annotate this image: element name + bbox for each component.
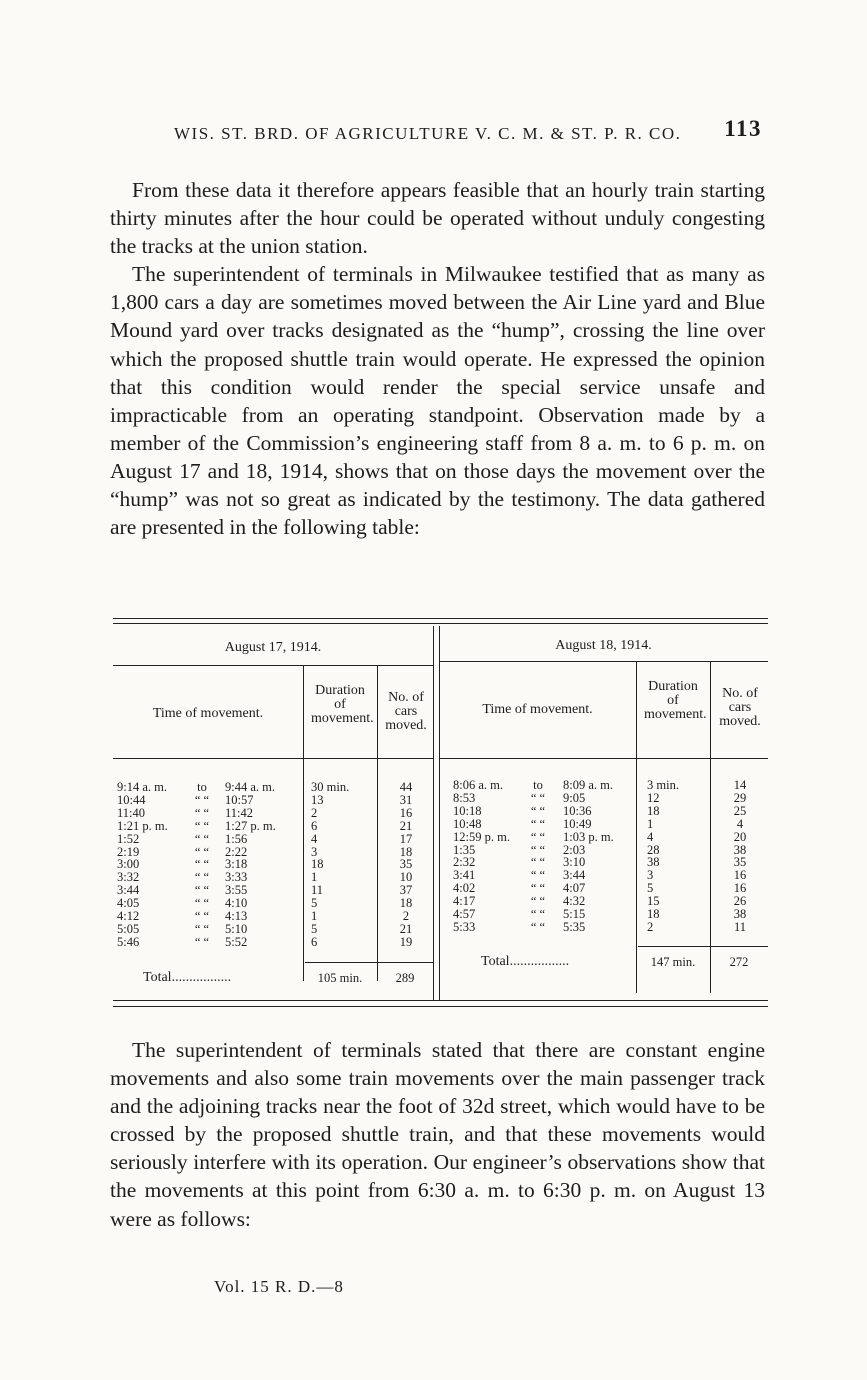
table-cell-to: 5:52 [225,934,248,949]
table-cell-ditto: “ “ [194,792,210,807]
table-cell-to: 4:07 [563,881,586,896]
table-cell-to: 5:15 [563,907,586,921]
table-cell-cars: 11 [733,919,747,934]
left-cars-header: No. of cars moved. [385,690,427,733]
table-cell-dur: 3 min. [647,778,679,792]
table-cell-cars: 26 [733,894,747,909]
table-cell-ditto: “ “ [530,855,546,870]
table-cell-from: 9:14 a. m. [117,780,167,794]
table-cell-cars: 31 [399,792,413,807]
table-cell-from: 4:05 [117,896,140,911]
table-cell-dur: 2 [311,805,318,820]
table-cell-cars: 14 [733,778,747,792]
table-cell-from: 4:57 [453,907,476,921]
table-cell-to: 9:05 [563,790,586,805]
table-cell-from: 4:17 [453,894,476,909]
table-cell-ditto: “ “ [530,842,546,857]
right-duration-header: Duration of movement. [644,679,707,722]
table-cell-ditto: to [197,780,207,794]
table-cell-dur: 5 [311,921,318,936]
table-cell-dur: 6 [311,818,318,833]
table-cell-cars: 20 [733,829,747,844]
table-cell-to: 10:49 [563,816,592,831]
table-cell-ditto: “ “ [194,831,210,846]
right-total-cars: 272 [729,955,749,969]
left-header-rule [113,758,433,759]
table-cell-from: 1:21 p. m. [117,818,168,833]
table-cell-from: 3:32 [117,870,140,885]
table-cell-dur: 18 [311,857,324,872]
table-cell-ditto: “ “ [530,894,546,909]
table-cell-cars: 16 [733,868,747,883]
left-time-header: Time of movement. [152,706,264,721]
table-cell-from: 1:35 [453,842,476,857]
table-cell-to: 3:10 [563,855,586,870]
table-cell-from: 10:44 [117,792,146,807]
table-cell-to: 2:22 [225,844,248,859]
table-cell-to: 11:42 [225,805,254,820]
table-cell-from: 5:05 [117,921,140,936]
table-cell-ditto: “ “ [530,868,546,883]
table-cell-to: 1:56 [225,831,248,846]
signature-footer: Vol. 15 R. D.—8 [214,1277,344,1296]
table-cell-dur: 3 [311,844,318,859]
body-text-top [110,176,765,541]
table-cell-ditto: “ “ [194,870,210,885]
table-cell-dur: 30 min. [311,780,350,794]
table-cell-from: 3:44 [117,883,140,898]
table-cell-dur: 12 [647,790,660,805]
table-cell-ditto: “ “ [194,921,210,936]
right-time-header: Time of movement. [482,702,593,717]
table-cell-cars: 16 [733,881,747,896]
table-cell-from: 4:02 [453,881,476,896]
table-cell-cars: 4 [736,816,744,831]
left-col-divider-2 [377,665,378,981]
table-cell-dur: 1 [647,816,654,831]
page-number: 113 [724,116,762,141]
table-cell-ditto: “ “ [530,790,546,805]
table-cell-from: 4:12 [117,909,140,923]
table-cell-dur: 18 [647,907,660,921]
table-cell-to: 10:36 [563,803,592,818]
table-cell-ditto: “ “ [194,909,210,923]
table-cell-to: 4:13 [225,909,248,923]
table-cell-from: 5:46 [117,934,140,949]
table-cell-ditto: “ “ [194,857,210,872]
table-cell-dur: 5 [311,896,318,911]
table-cell-dur: 18 [647,803,660,818]
table-cell-to: 4:10 [225,896,248,911]
table-cell-to: 3:55 [225,883,248,898]
table-cell-to: 4:32 [563,894,586,909]
left-total-label: Total................. [143,970,232,985]
table-cell-to: 9:44 a. m. [225,780,275,794]
table-cell-cars: 16 [399,805,413,820]
center-divider [433,626,434,1000]
table-cell-ditto: “ “ [194,844,210,859]
table-cell-ditto: to [533,778,543,792]
table-cell-to: 5:35 [563,919,586,934]
table-cell-from: 3:00 [117,857,140,872]
table-cell-ditto: “ “ [530,816,546,831]
table-cell-from: 2:19 [117,844,140,859]
table-cell-dur: 5 [647,881,654,896]
table-cell-ditto: “ “ [530,829,546,844]
paragraph-1: From these data it therefore appears feasible that an hourly train starting thirty minutes after the hour could be operated without unduly congesting the tracks at the union station. [110,178,765,259]
table-cell-from: 8:06 a. m. [453,778,503,792]
table-cell-cars: 38 [733,842,747,857]
table-cell-from: 5:33 [453,919,476,934]
table-cell-dur: 1 [311,870,318,885]
table-cell-cars: 38 [733,907,747,921]
body-text-bottom [110,1036,765,1233]
table-bottom-rule-inner [113,1006,768,1007]
right-date-rule [439,661,768,662]
table-cell-to: 8:09 a. m. [563,778,613,792]
right-total-duration: 147 min. [650,955,696,969]
table-cell-to: 5:10 [225,921,248,936]
table-cell-dur: 15 [647,894,660,909]
table-cell-ditto: “ “ [530,881,546,896]
running-head: WIS. ST. BRD. OF AGRICULTURE V. C. M. & ST. P. R. CO. [174,124,682,143]
table-cell-from: 10:48 [453,816,482,831]
center-divider-inner [439,626,440,1000]
table-cell-ditto: “ “ [530,907,546,921]
table-cell-cars: 25 [733,803,747,818]
table-cell-cars: 35 [399,857,413,872]
table-cell-dur: 11 [311,883,324,898]
table-cell-cars: 44 [399,780,413,794]
table-cell-to: 3:18 [225,857,248,872]
paragraph-3: The superintendent of terminals stated that there are constant engine movements and also some train movements over the main passenger track and the adjoining tracks near the foot of 32d street, which would have to be crossed by the proposed shuttle train, and that these movements would seriously interfere with its operation. Our engineer’s observations show that the movements at this point from 6:30 a. m. to 6:30 p. m. on August 13 were as follows: [110,1038,765,1231]
right-cars-header: No. of cars moved. [719,686,761,729]
table-cell-dur: 2 [647,919,654,934]
table-cell-cars: 18 [399,844,413,859]
left-total-cars: 289 [395,971,415,985]
table-cell-ditto: “ “ [194,934,210,949]
table-top-rule [113,618,768,619]
table-cell-ditto: “ “ [530,919,546,934]
table-cell-to: 1:03 p. m. [563,829,614,844]
table-cell-cars: 29 [733,790,747,805]
table-cell-dur: 13 [311,792,324,807]
right-date: August 18, 1914. [555,638,652,653]
table-cell-from: 1:52 [117,831,140,846]
table-cell-from: 10:18 [453,803,482,818]
table-cell-ditto: “ “ [194,883,210,898]
table-cell-dur: 1 [311,909,318,923]
table-cell-cars: 37 [399,883,413,898]
right-total-label: Total................. [481,954,570,969]
right-col-divider-2 [710,661,711,993]
table-cell-from: 8:53 [453,790,476,805]
table-cell-cars: 35 [733,855,747,870]
table-cell-cars: 21 [399,818,413,833]
table-cell-dur: 3 [647,868,654,883]
table-cell-dur: 4 [647,829,654,844]
running-header [168,116,768,148]
table-cell-dur: 38 [647,855,660,870]
table-cell-from: 2:32 [453,855,476,870]
left-duration-header: Duration of movement. [311,683,374,726]
left-total-duration: 105 min. [317,971,363,985]
table-cell-from: 12:59 p. m. [453,829,510,844]
table-cell-cars: 18 [399,896,413,911]
table-cell-ditto: “ “ [194,896,210,911]
table-cell-ditto: “ “ [194,805,210,820]
table-cell-ditto: “ “ [530,803,546,818]
table-cell-cars: 21 [399,921,413,936]
table-cell-to: 2:03 [563,842,586,857]
table-cell-to: 10:57 [225,792,254,807]
table-top-rule-inner [113,623,768,624]
table-cell-dur: 4 [311,831,318,846]
right-total-rule [638,946,768,947]
table-cell-dur: 28 [647,842,660,857]
table-cell-from: 11:40 [117,805,146,820]
right-header-rule [439,758,768,759]
table-cell-to: 3:33 [225,870,248,885]
table-cell-from: 3:41 [453,868,476,883]
table-cell-dur: 6 [311,934,318,949]
table-cell-ditto: “ “ [194,818,210,833]
paragraph-2: The superintendent of terminals in Milwaukee testified that as many as 1,800 cars a day are sometimes moved between the Air Line yard and Blue Mound yard over tracks designated as the “hump”, crossing the line over which the proposed shuttle train would operate. He expressed the opinion that this condition would render the special service unsafe and impracticable from an operating standpoint. Observation made by a member of the Commission’s engineering staff from 8 a. m. to 6 p. m. on August 17 and 18, 1914, shows that on those days the movement over the “hump” was not so great as indicated by the testimony. The data gathered are presented in the following table: [110,262,765,540]
left-total-rule [305,962,433,963]
table-cell-cars: 19 [399,934,413,949]
table-bottom-rule [113,1000,768,1001]
table-cell-to: 1:27 p. m. [225,818,276,833]
table-cell-cars: 2 [402,909,410,923]
left-date-rule [113,665,433,666]
table-cell-cars: 10 [399,870,413,885]
table-cell-cars: 17 [399,831,413,846]
table-cell-to: 3:44 [563,868,586,883]
movement-table [113,618,768,1010]
left-date: August 17, 1914. [224,640,322,655]
